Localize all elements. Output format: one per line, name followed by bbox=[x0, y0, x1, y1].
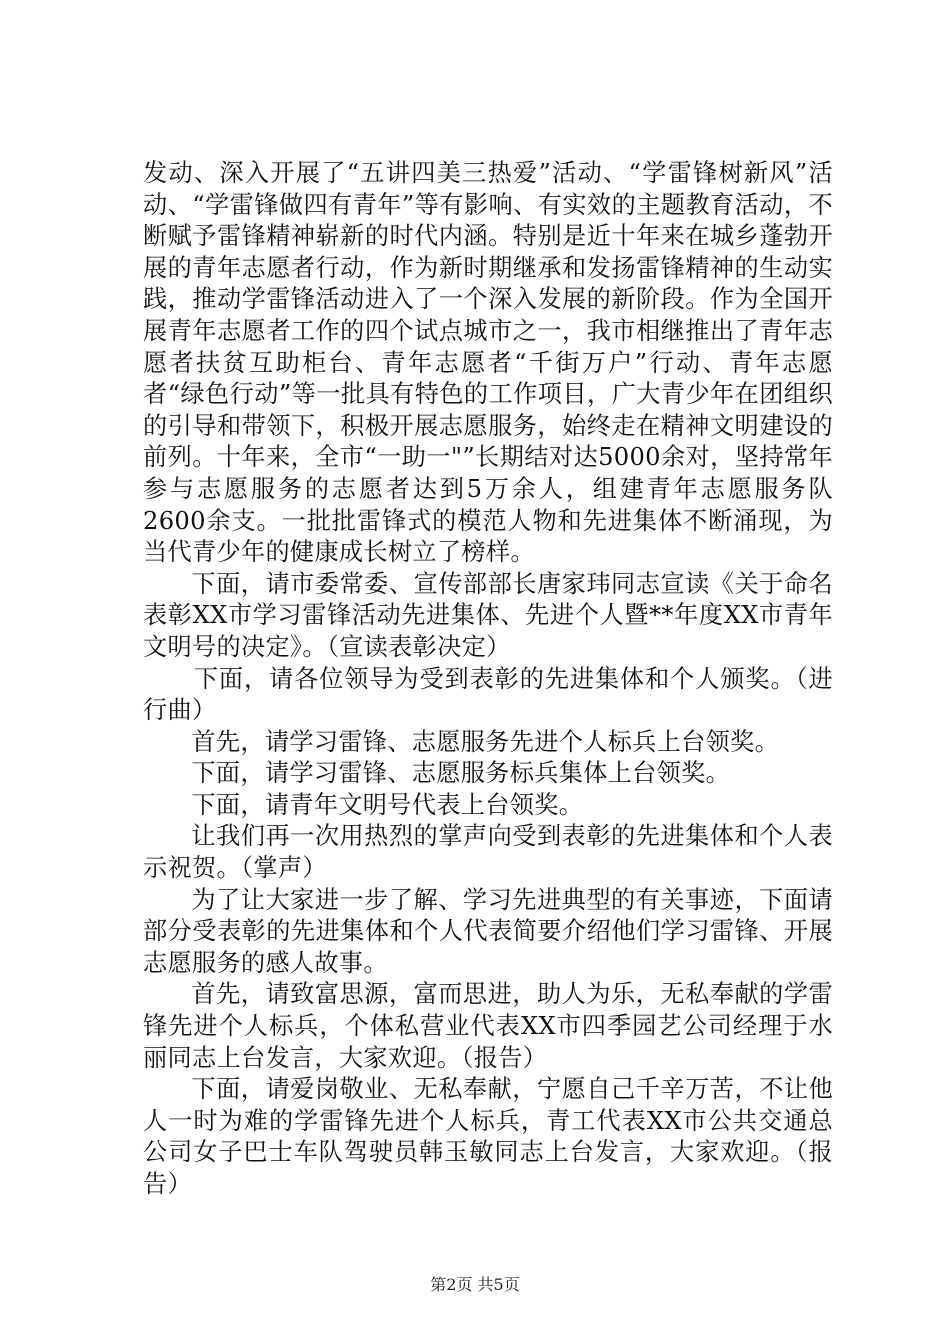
paragraph: 首先，请致富思源，富而思进，助人为乐，无私奉献的学雷锋先进个人标兵，个体私营业代表XX市四季园艺公司经理于水丽同志上台发言，大家欢迎。（报告） bbox=[143, 980, 833, 1072]
paragraph: 下面，请市委常委、宣传部部长唐家玮同志宣读《关于命名表彰XX市学习雷锋活动先进集体、先进个人暨**年度XX市青年文明号的决定》。（宣读表彰决定） bbox=[143, 569, 833, 661]
paragraph: 下面，请学习雷锋、志愿服务标兵集体上台领奖。 bbox=[191, 759, 731, 788]
paragraph: 下面，请各位领导为受到表彰的先进集体和个人颁奖。（进行曲） bbox=[143, 664, 833, 725]
paragraph: 让我们再一次用热烈的掌声向受到表彰的先进集体和个人表示祝贺。（掌声） bbox=[143, 822, 833, 883]
paragraph: 为了让大家进一步了解、学习先进典型的有关事迹，下面请部分受表彰的先进集体和个人代表简要介绍他们学习雷锋、开展志愿服务的感人故事。 bbox=[143, 885, 833, 977]
paragraph: 下面，请爱岗敬业、无私奉献，宁愿自己千辛万苦，不让他人一时为难的学雷锋先进个人标兵，青工代表XX市公共交通总公司女子巴士车队驾驶员韩玉敏同志上台发言，大家欢迎。（报告） bbox=[143, 1075, 833, 1198]
paragraph: 首先，请学习雷锋、志愿服务先进个人标兵上台领奖。 bbox=[191, 727, 780, 756]
page-footer: 第2页 共5页 bbox=[430, 1275, 520, 1294]
document-body bbox=[143, 158, 833, 1201]
paragraph-continuation: 发动、深入开展了“五讲四美三热爱”活动、“学雷锋树新风”活动、“学雷锋做四有青年”等有影响、有实效的主题教育活动，不断赋予雷锋精神崭新的时代内涵。特别是近十年来在城乡蓬勃开展的青年志愿者行动，作为新时期继承和发扬雷锋精神的生动实践，推动学雷锋活动进入了一个深入发展的新阶段。作为全国开展青年志愿者工作的四个试点城市之一，我市相继推出了青年志愿者扶贫互助柜台、青年志愿者“千街万户”行动、青年志愿者“绿色行动”等一批具有特色的工作项目，广大青少年在团组织的引导和带领下，积极开展志愿服务，始终走在精神文明建设的前列。十年来，全市“一助一"”长期结对达5000余对，坚持常年参与志愿服务的志愿者达到5万余人，组建青年志愿服务队2600余支。一批批雷锋式的模范人物和先进集体不断涌现，为当代青少年的健康成长树立了榜样。 bbox=[143, 159, 833, 567]
paragraph: 下面，请青年文明号代表上台领奖。 bbox=[191, 790, 584, 819]
